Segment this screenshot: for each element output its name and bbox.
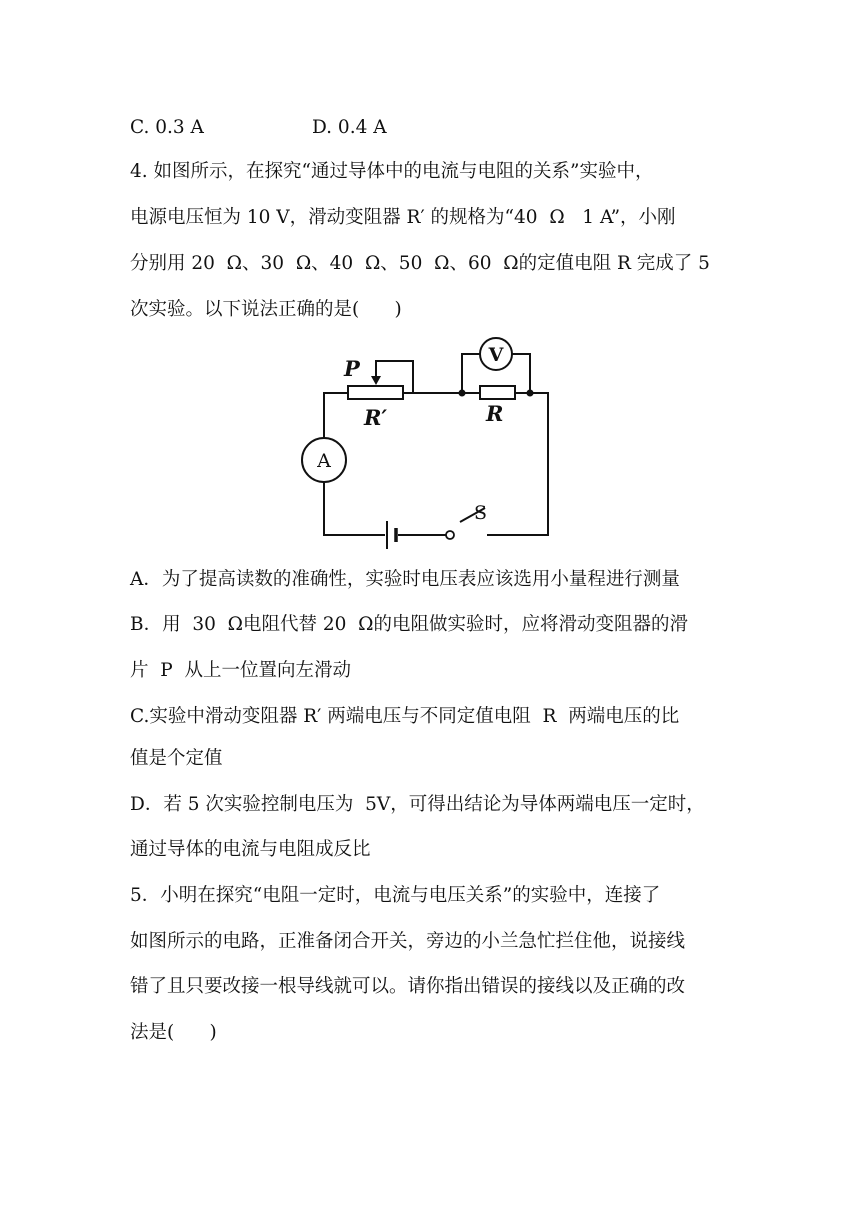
q4-option-c-line-1: C.实验中滑动变阻器 R′ 两端电压与不同定值电阻 R 两端电压的比 xyxy=(130,706,680,727)
q5-stem-line-4: 法是( ) xyxy=(130,1022,217,1043)
label-s: S xyxy=(474,502,488,524)
q4-stem-line-3: 分别用 20 Ω、30 Ω、40 Ω、50 Ω、60 Ω的定值电阻 R 完成了 5 xyxy=(130,253,710,274)
q5-stem-line-1: 5．小明在探究“电阻一定时，电流与电压关系”的实验中，连接了 xyxy=(130,885,661,906)
q5-stem-line-2: 如图所示的电路，正准备闭合开关，旁边的小兰急忙拦住他，说接线 xyxy=(130,931,686,952)
junction-left xyxy=(459,390,466,397)
label-a: A xyxy=(317,450,331,472)
slider-arrow xyxy=(371,376,381,385)
wire-top-left xyxy=(324,393,348,438)
wire-bottom-left xyxy=(324,482,385,535)
label-p: P xyxy=(344,356,360,381)
q3-option-c: C. 0.3 A xyxy=(130,117,204,138)
q4-option-a: A．为了提高读数的准确性，实验时电压表应该选用小量程进行测量 xyxy=(130,569,680,590)
q4-option-d-line-1: D．若 5 次实验控制电压为 5V，可得出结论为导体两端电压一定时， xyxy=(130,794,705,815)
q3-option-d: D. 0.4 A xyxy=(312,117,387,138)
label-v: V xyxy=(488,344,504,366)
circuit-diagram xyxy=(300,330,570,555)
q5-stem-line-3: 错了且只要改接一根导线就可以。请你指出错误的接线以及正确的改 xyxy=(130,976,686,997)
q4-option-d-line-2: 通过导体的电流与电阻成反比 xyxy=(130,839,371,860)
q4-stem-line-2: 电源电压恒为 10 V，滑动变阻器 R′ 的规格为“40 Ω 1 A”，小刚 xyxy=(130,207,676,228)
q4-option-c-line-2: 值是个定值 xyxy=(130,748,223,769)
switch-terminal xyxy=(446,531,454,539)
label-r-prime: R′ xyxy=(364,405,387,430)
q4-option-b-line-1: B．用 30 Ω电阻代替 20 Ω的电阻做实验时，应将滑动变阻器的滑 xyxy=(130,614,689,635)
rheostat-body xyxy=(348,386,403,399)
junction-right xyxy=(527,390,534,397)
q4-stem-line-4: 次实验。以下说法正确的是( ) xyxy=(130,299,402,320)
q4-option-b-line-2: 片 P 从上一位置向左滑动 xyxy=(130,660,351,681)
label-r: R xyxy=(486,401,504,426)
q4-stem-line-1: 4. 如图所示，在探究“通过导体中的电流与电阻的关系”实验中， xyxy=(130,161,654,182)
resistor-body xyxy=(480,386,515,399)
wire-voltmeter-left xyxy=(462,354,480,393)
